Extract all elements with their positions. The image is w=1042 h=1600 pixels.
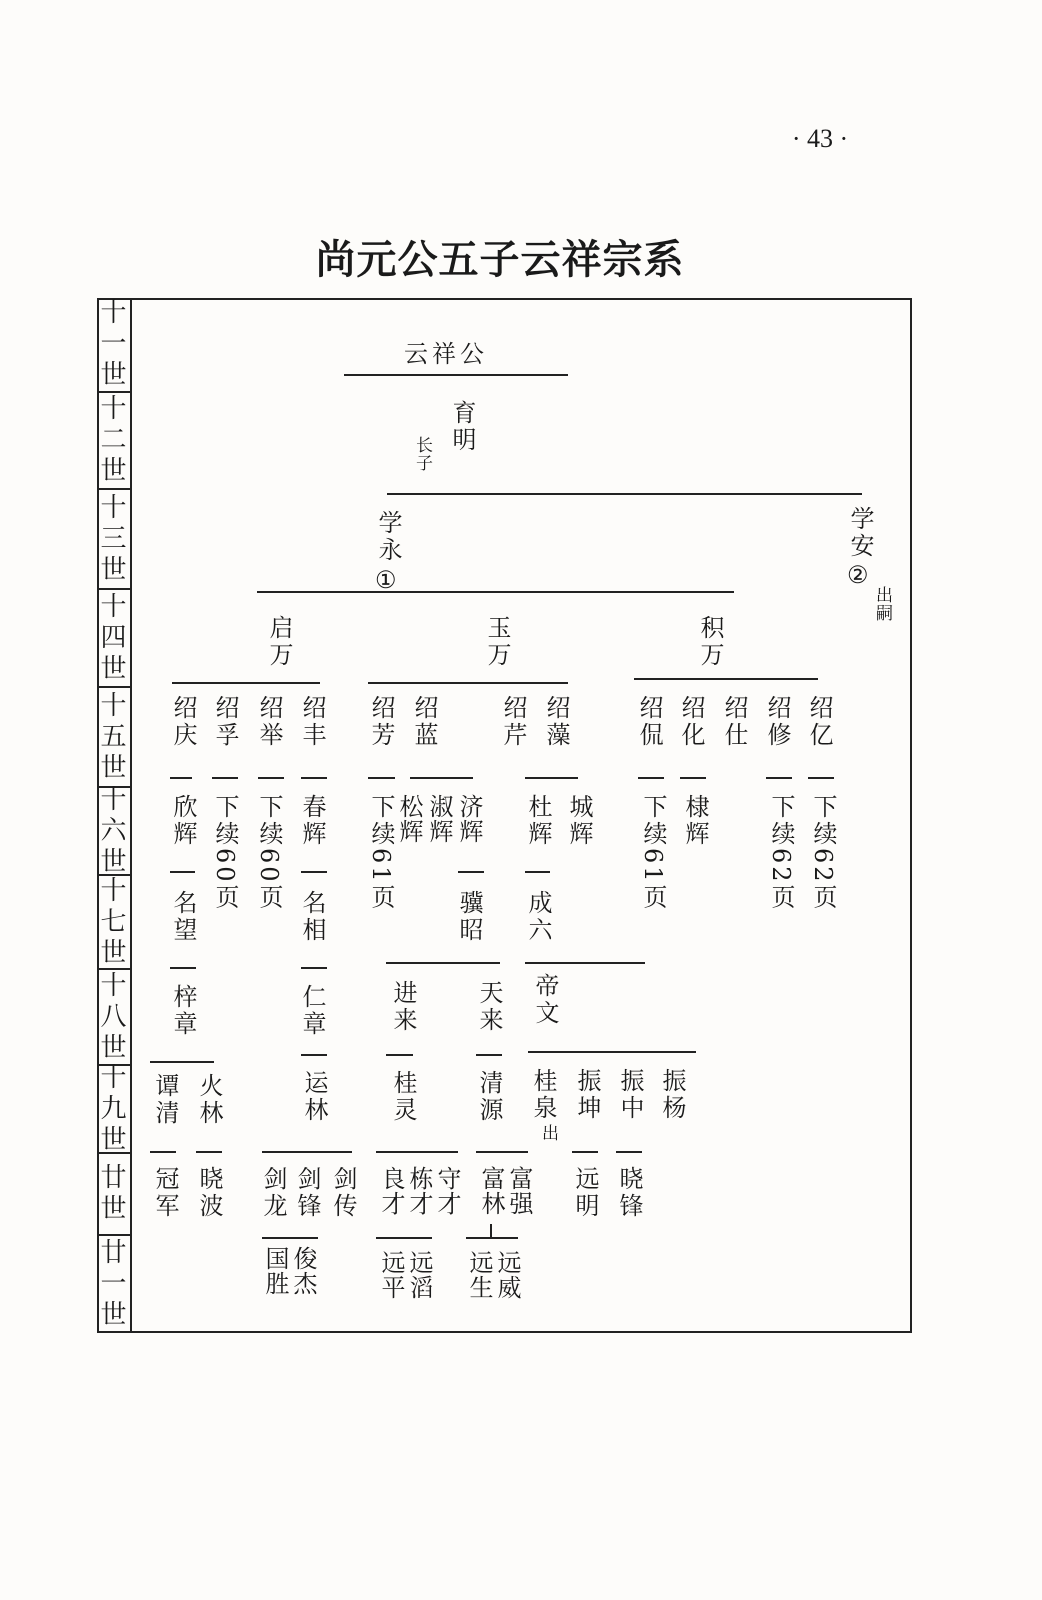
member-name: 绍芳 xyxy=(367,695,395,749)
member-name: 绍藻 xyxy=(542,695,570,749)
member-name: 杜辉 xyxy=(524,794,552,848)
member-name: 名望 xyxy=(169,890,197,944)
member-name: 松辉 xyxy=(395,794,423,844)
generation-label: 廿 世 xyxy=(97,1154,132,1236)
member-order-mark: ② xyxy=(847,561,869,589)
member-name: 绍亿 xyxy=(805,695,833,749)
member-name: 富林 xyxy=(477,1166,505,1216)
member-name: 学永 xyxy=(374,510,402,564)
member-name: 绍孚 xyxy=(211,695,239,749)
member-name: 绍侃 xyxy=(635,695,663,749)
continuation-note: 下续61页 xyxy=(639,794,667,912)
member-name: 远生 xyxy=(465,1250,493,1300)
continuation-note: 下续61页 xyxy=(367,794,395,912)
member-note: 出 xyxy=(538,1124,558,1142)
member-name: 振坤 xyxy=(573,1068,601,1122)
generation-label: 十 六 世 xyxy=(97,788,132,876)
member-name: 守才 xyxy=(433,1166,461,1216)
member-name: 育明 xyxy=(448,400,476,454)
generation-label: 十 七 世 xyxy=(97,876,132,970)
member-name: 栋才 xyxy=(405,1166,433,1216)
member-name: 晓锋 xyxy=(615,1166,643,1220)
member-name: 剑龙 xyxy=(259,1166,287,1220)
page-number: · 43 · xyxy=(791,124,849,153)
member-order-mark: ① xyxy=(375,566,397,594)
member-name: 春辉 xyxy=(298,794,326,848)
member-note: 长子 xyxy=(412,436,432,472)
member-name: 谭清 xyxy=(151,1073,179,1127)
member-note: 出嗣 xyxy=(872,586,892,622)
continuation-note: 下续62页 xyxy=(767,794,795,912)
member-name: 绍修 xyxy=(763,695,791,749)
member-name: 进来 xyxy=(389,980,417,1034)
member-name: 远平 xyxy=(377,1250,405,1300)
member-name: 淑辉 xyxy=(425,794,453,844)
member-name: 桂泉 xyxy=(529,1068,557,1122)
member-name: 天来 xyxy=(475,980,503,1034)
member-name: 棣辉 xyxy=(681,794,709,848)
member-name: 晓波 xyxy=(195,1166,223,1220)
member-name: 玉万 xyxy=(483,615,511,669)
generation-label: 十 五 世 xyxy=(97,688,132,788)
member-name: 绍仕 xyxy=(720,695,748,749)
continuation-note: 下续62页 xyxy=(809,794,837,912)
member-name: 帝文 xyxy=(531,973,559,1027)
member-name: 火林 xyxy=(195,1073,223,1127)
member-name: 绍蓝 xyxy=(410,695,438,749)
member-name: 运林 xyxy=(300,1070,328,1124)
member-name: 良才 xyxy=(377,1166,405,1216)
member-name: 冠军 xyxy=(151,1166,179,1220)
member-name: 欣辉 xyxy=(169,794,197,848)
generation-label: 十 八 世 xyxy=(97,970,132,1066)
generation-label: 廿 一 世 xyxy=(97,1236,132,1333)
generation-label: 十 四 世 xyxy=(97,590,132,688)
continuation-note: 下续60页 xyxy=(255,794,283,912)
member-name: 绍举 xyxy=(255,695,283,749)
member-name: 剑传 xyxy=(329,1166,357,1220)
member-name: 成六 xyxy=(524,890,552,944)
generation-label: 十 一 世 xyxy=(97,298,132,393)
member-name: 学安 xyxy=(846,506,874,560)
generation-label: 十 九 世 xyxy=(97,1066,132,1154)
member-name: 绍丰 xyxy=(298,695,326,749)
member-name: 振中 xyxy=(616,1068,644,1122)
member-name: 桂灵 xyxy=(389,1070,417,1124)
member-name: 启万 xyxy=(265,615,293,669)
member-name: 梓章 xyxy=(169,984,197,1038)
member-name: 仁章 xyxy=(298,984,326,1038)
member-name: 城辉 xyxy=(565,794,593,848)
member-name: 绍庆 xyxy=(169,695,197,749)
member-name: 绍化 xyxy=(677,695,705,749)
member-name: 俊杰 xyxy=(289,1246,317,1296)
member-name: 骥昭 xyxy=(455,890,483,944)
member-name: 名相 xyxy=(298,890,326,944)
member-name: 富强 xyxy=(505,1166,533,1216)
generation-label: 十 三 世 xyxy=(97,490,132,590)
member-name: 积万 xyxy=(696,615,724,669)
continuation-note: 下续60页 xyxy=(211,794,239,912)
member-name: 绍芹 xyxy=(499,695,527,749)
member-name: 远明 xyxy=(571,1166,599,1220)
member-name: 云祥公 xyxy=(404,340,488,368)
member-name: 剑锋 xyxy=(293,1166,321,1220)
member-name: 远滔 xyxy=(405,1250,433,1300)
member-name: 振杨 xyxy=(658,1068,686,1122)
member-name: 济辉 xyxy=(455,794,483,844)
member-name: 国胜 xyxy=(261,1246,289,1296)
member-name: 远威 xyxy=(493,1250,521,1300)
member-name: 清源 xyxy=(475,1070,503,1124)
page-title: 尚元公五子云祥宗系 xyxy=(315,237,685,283)
generation-label: 十 二 世 xyxy=(97,393,132,490)
